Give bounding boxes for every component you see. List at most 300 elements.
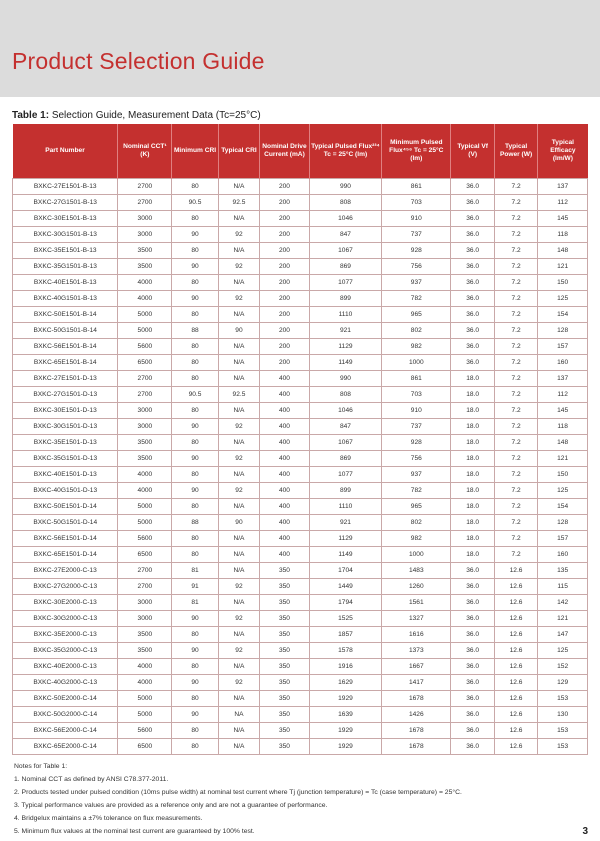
table-cell: 7.2 [494, 323, 537, 339]
table-cell: 81 [172, 595, 219, 611]
table-cell: 150 [538, 467, 588, 483]
column-header: Minimum CRI [172, 124, 219, 179]
table-cell: 80 [172, 179, 219, 195]
table-row [13, 739, 588, 755]
table-cell: 7.2 [494, 243, 537, 259]
table-cell: 808 [309, 387, 381, 403]
table-cell: 200 [260, 307, 310, 323]
table-cell: 90.5 [172, 195, 219, 211]
table-cell: 80 [172, 659, 219, 675]
table-row [13, 435, 588, 451]
table-cell: 400 [260, 371, 310, 387]
table-cell: 7.2 [494, 259, 537, 275]
table-cell: 1149 [309, 355, 381, 371]
table-cell: 1857 [309, 627, 381, 643]
table-cell: 5000 [118, 307, 172, 323]
table-caption [12, 110, 261, 121]
table-cell: 847 [309, 419, 381, 435]
part-number-cell: BXKC-35E2000-C-13 [13, 627, 118, 643]
table-cell: 92 [218, 579, 259, 595]
table-cell: 130 [538, 707, 588, 723]
table-cell: 2700 [118, 579, 172, 595]
table-cell: 737 [382, 419, 451, 435]
table-cell: 1667 [382, 659, 451, 675]
table-cell: 92 [218, 643, 259, 659]
table-cell: 350 [260, 659, 310, 675]
table-cell: 4000 [118, 467, 172, 483]
table-cell: N/A [218, 339, 259, 355]
table-cell: 7.2 [494, 227, 537, 243]
table-cell: 7.2 [494, 211, 537, 227]
table-cell: 7.2 [494, 451, 537, 467]
table-cell: 129 [538, 675, 588, 691]
table-cell: 350 [260, 643, 310, 659]
table-cell: 115 [538, 579, 588, 595]
table-cell: 400 [260, 547, 310, 563]
table-cell: 12.6 [494, 659, 537, 675]
table-cell: 5000 [118, 499, 172, 515]
column-header: Typical Vf (V) [451, 124, 494, 179]
table-cell: 200 [260, 179, 310, 195]
table-cell: 80 [172, 499, 219, 515]
table-cell: 1373 [382, 643, 451, 659]
note-item: 1. Nominal CCT as defined by ANSI C78.377-2011. [14, 776, 169, 783]
table-cell: 1110 [309, 499, 381, 515]
table-cell: N/A [218, 563, 259, 579]
table-cell: 3000 [118, 419, 172, 435]
table-cell: 12.6 [494, 627, 537, 643]
table-cell: 80 [172, 739, 219, 755]
table-cell: 350 [260, 595, 310, 611]
table-cell: 92 [218, 451, 259, 467]
table-body [13, 179, 588, 755]
part-number-cell: BXKC-35G2000-C-13 [13, 643, 118, 659]
table-cell: 154 [538, 307, 588, 323]
table-cell: 90 [172, 707, 219, 723]
table-cell: 400 [260, 515, 310, 531]
table-caption-text: Selection Guide, Measurement Data (Tc=25°C) [49, 110, 261, 121]
table-cell: 80 [172, 339, 219, 355]
table-cell: 125 [538, 291, 588, 307]
table-cell: N/A [218, 739, 259, 755]
table-row [13, 707, 588, 723]
part-number-cell: BXKC-50G2000-C-14 [13, 707, 118, 723]
table-cell: 990 [309, 371, 381, 387]
part-number-cell: BXKC-50E2000-C-14 [13, 691, 118, 707]
table-cell: 80 [172, 275, 219, 291]
table-cell: 18.0 [451, 371, 494, 387]
table-cell: 350 [260, 579, 310, 595]
part-number-cell: BXKC-27E1501-B-13 [13, 179, 118, 195]
table-cell: 4000 [118, 483, 172, 499]
table-cell: 7.2 [494, 547, 537, 563]
table-cell: 153 [538, 739, 588, 755]
table-cell: N/A [218, 211, 259, 227]
table-cell: 200 [260, 339, 310, 355]
table-row [13, 499, 588, 515]
table-cell: N/A [218, 691, 259, 707]
table-cell: 36.0 [451, 739, 494, 755]
note-item: 4. Bridgelux maintains a ±7% tolerance on flux measurements. [14, 815, 203, 822]
column-header: Typical Efficacy (lm/W) [538, 124, 588, 179]
table-cell: 80 [172, 531, 219, 547]
table-cell: 36.0 [451, 355, 494, 371]
table-cell: 3500 [118, 643, 172, 659]
part-number-cell: BXKC-56E1501-D-14 [13, 531, 118, 547]
table-cell: 36.0 [451, 275, 494, 291]
table-cell: 4000 [118, 275, 172, 291]
table-cell: 5600 [118, 723, 172, 739]
table-cell: 18.0 [451, 467, 494, 483]
table-cell: 90 [172, 675, 219, 691]
part-number-cell: BXKC-40E1501-B-13 [13, 275, 118, 291]
selection-guide-table [12, 124, 588, 755]
table-cell: 5000 [118, 515, 172, 531]
table-row [13, 515, 588, 531]
table-cell: 928 [382, 435, 451, 451]
table-row [13, 659, 588, 675]
table-cell: 7.2 [494, 291, 537, 307]
part-number-cell: BXKC-50E1501-D-14 [13, 499, 118, 515]
table-cell: 7.2 [494, 499, 537, 515]
table-cell: 802 [382, 323, 451, 339]
table-cell: 92.5 [218, 387, 259, 403]
table-cell: 121 [538, 611, 588, 627]
table-cell: N/A [218, 371, 259, 387]
column-header: Typical Power (W) [494, 124, 537, 179]
table-row [13, 563, 588, 579]
part-number-cell: BXKC-65E1501-D-14 [13, 547, 118, 563]
table-cell: 12.6 [494, 611, 537, 627]
table-cell: N/A [218, 435, 259, 451]
table-cell: 12.6 [494, 739, 537, 755]
part-number-cell: BXKC-35G1501-B-13 [13, 259, 118, 275]
table-cell: 869 [309, 451, 381, 467]
table-cell: N/A [218, 243, 259, 259]
table-cell: 928 [382, 243, 451, 259]
table-cell: 5600 [118, 531, 172, 547]
table-cell: 982 [382, 531, 451, 547]
table-cell: 91 [172, 579, 219, 595]
table-cell: 6500 [118, 547, 172, 563]
table-cell: 36.0 [451, 579, 494, 595]
table-cell: 200 [260, 227, 310, 243]
table-cell: 153 [538, 691, 588, 707]
column-header: Typical CRI [218, 124, 259, 179]
column-header: Typical Pulsed Flux²³⁴ Tc = 25°C (lm) [309, 124, 381, 179]
table-row [13, 403, 588, 419]
table-cell: 400 [260, 467, 310, 483]
part-number-cell: BXKC-65E2000-C-14 [13, 739, 118, 755]
table-cell: 36.0 [451, 243, 494, 259]
table-row [13, 643, 588, 659]
table-cell: 36.0 [451, 691, 494, 707]
table-cell: 5000 [118, 691, 172, 707]
table-cell: 125 [538, 483, 588, 499]
table-cell: 118 [538, 419, 588, 435]
notes-title: Notes for Table 1: [14, 763, 68, 770]
table-row [13, 323, 588, 339]
table-cell: 7.2 [494, 515, 537, 531]
table-cell: 802 [382, 515, 451, 531]
table-row [13, 691, 588, 707]
table-cell: 982 [382, 339, 451, 355]
table-cell: 148 [538, 435, 588, 451]
table-cell: N/A [218, 179, 259, 195]
table-cell: 80 [172, 467, 219, 483]
table-cell: 36.0 [451, 707, 494, 723]
table-cell: 36.0 [451, 307, 494, 323]
table-cell: 861 [382, 179, 451, 195]
table-cell: 157 [538, 531, 588, 547]
table-cell: 121 [538, 451, 588, 467]
table-cell: 36.0 [451, 659, 494, 675]
table-cell: 125 [538, 643, 588, 659]
table-cell: 400 [260, 531, 310, 547]
table-cell: 1929 [309, 723, 381, 739]
table-cell: 90 [172, 483, 219, 499]
table-cell: 3000 [118, 611, 172, 627]
table-cell: 1678 [382, 691, 451, 707]
table-row [13, 355, 588, 371]
part-number-cell: BXKC-30G1501-B-13 [13, 227, 118, 243]
table-cell: 5600 [118, 339, 172, 355]
table-caption-label: Table 1: [12, 110, 50, 121]
table-row [13, 339, 588, 355]
table-cell: 808 [309, 195, 381, 211]
table-row [13, 275, 588, 291]
table-cell: 937 [382, 467, 451, 483]
table-row [13, 579, 588, 595]
table-cell: 1578 [309, 643, 381, 659]
part-number-cell: BXKC-40E1501-D-13 [13, 467, 118, 483]
table-cell: 400 [260, 451, 310, 467]
part-number-cell: BXKC-35E1501-D-13 [13, 435, 118, 451]
note-item: 5. Minimum flux values at the nominal test current are guaranteed by 100% test. [14, 828, 255, 835]
table-cell: 3500 [118, 451, 172, 467]
table-cell: 148 [538, 243, 588, 259]
table-cell: 80 [172, 435, 219, 451]
part-number-cell: BXKC-40G2000-C-13 [13, 675, 118, 691]
table-row [13, 595, 588, 611]
table-cell: 7.2 [494, 339, 537, 355]
note-item: 3. Typical performance values are provided as a reference only and are not a guarantee of performance. [14, 802, 328, 809]
table-cell: 3500 [118, 435, 172, 451]
table-cell: N/A [218, 531, 259, 547]
table-cell: 36.0 [451, 195, 494, 211]
part-number-cell: BXKC-56E1501-B-14 [13, 339, 118, 355]
table-cell: 2700 [118, 387, 172, 403]
table-cell: 937 [382, 275, 451, 291]
table-cell: 36.0 [451, 643, 494, 659]
table-cell: 200 [260, 275, 310, 291]
table-cell: 7.2 [494, 467, 537, 483]
table-cell: 3000 [118, 595, 172, 611]
table-cell: 92 [218, 675, 259, 691]
table-cell: 90 [172, 227, 219, 243]
table-cell: 1327 [382, 611, 451, 627]
table-cell: 160 [538, 355, 588, 371]
table-cell: 18.0 [451, 451, 494, 467]
table-cell: 152 [538, 659, 588, 675]
table-row [13, 211, 588, 227]
table-row [13, 723, 588, 739]
table-cell: 350 [260, 627, 310, 643]
table-cell: 12.6 [494, 691, 537, 707]
part-number-cell: BXKC-30G2000-C-13 [13, 611, 118, 627]
table-cell: 160 [538, 547, 588, 563]
table-cell: 147 [538, 627, 588, 643]
part-number-cell: BXKC-27G1501-D-13 [13, 387, 118, 403]
table-row [13, 291, 588, 307]
table-cell: 1525 [309, 611, 381, 627]
table-cell: 1629 [309, 675, 381, 691]
table-cell: 899 [309, 291, 381, 307]
table-cell: 92 [218, 419, 259, 435]
table-cell: N/A [218, 499, 259, 515]
part-number-cell: BXKC-27G1501-B-13 [13, 195, 118, 211]
table-cell: 157 [538, 339, 588, 355]
table-cell: 80 [172, 243, 219, 259]
part-number-cell: BXKC-27E1501-D-13 [13, 371, 118, 387]
table-row [13, 419, 588, 435]
table-cell: 92 [218, 259, 259, 275]
table-cell: 7.2 [494, 355, 537, 371]
table-cell: 80 [172, 371, 219, 387]
table-cell: 145 [538, 211, 588, 227]
table-cell: N/A [218, 627, 259, 643]
table-row [13, 307, 588, 323]
table-cell: 737 [382, 227, 451, 243]
part-number-cell: BXKC-50E1501-B-14 [13, 307, 118, 323]
table-cell: 200 [260, 211, 310, 227]
table-cell: NA [218, 707, 259, 723]
table-cell: 1417 [382, 675, 451, 691]
table-cell: 1639 [309, 707, 381, 723]
table-cell: 7.2 [494, 403, 537, 419]
table-cell: 350 [260, 691, 310, 707]
page-number: 3 [582, 826, 588, 837]
table-cell: 80 [172, 403, 219, 419]
table-cell: 1067 [309, 243, 381, 259]
table-cell: 3000 [118, 403, 172, 419]
part-number-cell: BXKC-30E2000-C-13 [13, 595, 118, 611]
table-row [13, 451, 588, 467]
table-cell: 92.5 [218, 195, 259, 211]
table-cell: 7.2 [494, 419, 537, 435]
table-row [13, 611, 588, 627]
table-cell: 2700 [118, 179, 172, 195]
table-cell: 1449 [309, 579, 381, 595]
table-row [13, 627, 588, 643]
table-cell: 400 [260, 403, 310, 419]
table-row [13, 547, 588, 563]
table-cell: 150 [538, 275, 588, 291]
table-cell: 88 [172, 515, 219, 531]
table-cell: 4000 [118, 659, 172, 675]
table-cell: 90 [172, 291, 219, 307]
table-cell: 7.2 [494, 435, 537, 451]
part-number-cell: BXKC-30G1501-D-13 [13, 419, 118, 435]
table-cell: 350 [260, 723, 310, 739]
table-cell: 7.2 [494, 179, 537, 195]
table-cell: 1678 [382, 739, 451, 755]
table-cell: 12.6 [494, 707, 537, 723]
table-cell: 36.0 [451, 563, 494, 579]
page-title: Product Selection Guide [12, 48, 265, 74]
table-cell: 703 [382, 387, 451, 403]
part-number-cell: BXKC-27G2000-C-13 [13, 579, 118, 595]
table-cell: 1260 [382, 579, 451, 595]
table-cell: 81 [172, 563, 219, 579]
table-cell: 18.0 [451, 515, 494, 531]
table-cell: 1678 [382, 723, 451, 739]
table-cell: 118 [538, 227, 588, 243]
table-cell: 80 [172, 723, 219, 739]
table-cell: 18.0 [451, 483, 494, 499]
table-cell: N/A [218, 275, 259, 291]
table-row [13, 243, 588, 259]
table-cell: 12.6 [494, 563, 537, 579]
table-cell: 6500 [118, 739, 172, 755]
table-row [13, 387, 588, 403]
table-cell: 6500 [118, 355, 172, 371]
table-cell: 1149 [309, 547, 381, 563]
note-item: 2. Products tested under pulsed condition (10ms pulse width) at nominal test current where Tj (junction temperature) = Tc (case temperature) = 25°C. [14, 789, 462, 796]
table-row [13, 531, 588, 547]
table-cell: 12.6 [494, 723, 537, 739]
table-cell: 7.2 [494, 307, 537, 323]
table-row [13, 483, 588, 499]
table-cell: 36.0 [451, 291, 494, 307]
table-cell: 36.0 [451, 611, 494, 627]
table-cell: 90 [218, 323, 259, 339]
table-cell: 847 [309, 227, 381, 243]
table-cell: 18.0 [451, 531, 494, 547]
table-cell: 36.0 [451, 211, 494, 227]
table-cell: N/A [218, 307, 259, 323]
part-number-cell: BXKC-65E1501-B-14 [13, 355, 118, 371]
table-cell: 869 [309, 259, 381, 275]
table-cell: 36.0 [451, 627, 494, 643]
table-cell: 3500 [118, 627, 172, 643]
table-cell: N/A [218, 355, 259, 371]
table-cell: 200 [260, 259, 310, 275]
table-cell: 5000 [118, 707, 172, 723]
table-cell: 90 [172, 611, 219, 627]
table-cell: 1916 [309, 659, 381, 675]
table-cell: 899 [309, 483, 381, 499]
column-header: Nominal Drive Current (mA) [260, 124, 310, 179]
table-cell: 4000 [118, 291, 172, 307]
table-cell: 400 [260, 435, 310, 451]
table-cell: 7.2 [494, 371, 537, 387]
table-cell: N/A [218, 659, 259, 675]
table-cell: 12.6 [494, 579, 537, 595]
table-cell: 90 [172, 451, 219, 467]
table-cell: 1794 [309, 595, 381, 611]
table-cell: 3500 [118, 259, 172, 275]
table-cell: 137 [538, 179, 588, 195]
table-cell: 80 [172, 307, 219, 323]
table-cell: 910 [382, 211, 451, 227]
table-cell: 2700 [118, 195, 172, 211]
table-cell: 756 [382, 451, 451, 467]
table-cell: 36.0 [451, 179, 494, 195]
table-cell: 36.0 [451, 227, 494, 243]
table-cell: 400 [260, 483, 310, 499]
table-cell: 3000 [118, 227, 172, 243]
